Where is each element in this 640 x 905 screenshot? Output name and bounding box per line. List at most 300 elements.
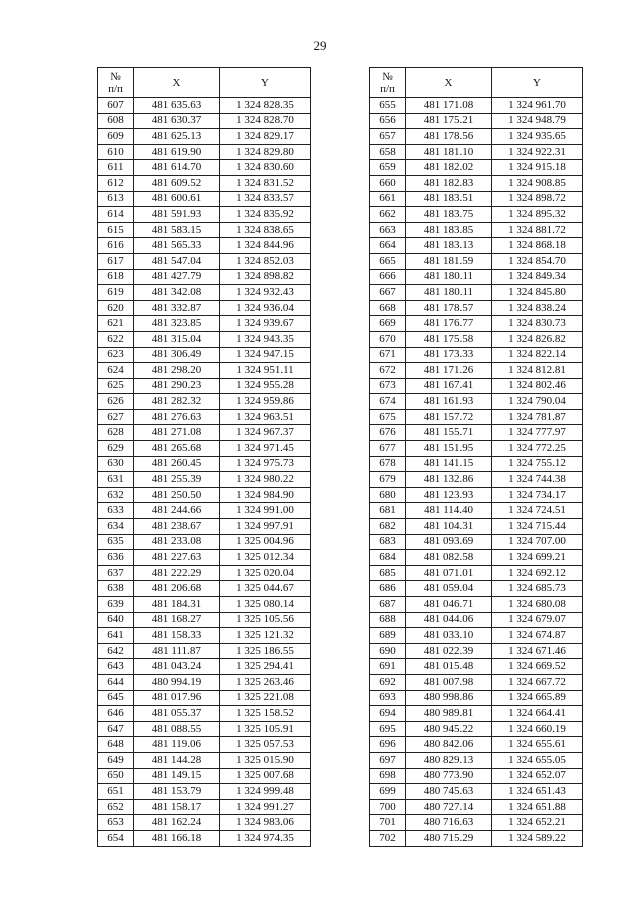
table-row [98, 815, 311, 831]
table-body-right [370, 98, 583, 847]
table-row [98, 441, 311, 457]
number-abbrev: п/п [380, 82, 395, 95]
cell-x: 481 071.01 [406, 565, 492, 581]
table-row [370, 253, 583, 269]
cell-x: 480 989.81 [406, 706, 492, 722]
cell-number: 622 [98, 331, 134, 347]
cell-y: 1 324 667.72 [492, 674, 583, 690]
cell-number: 615 [98, 222, 134, 238]
table-row [370, 612, 583, 628]
cell-number: 680 [370, 487, 406, 503]
cell-y: 1 324 652.21 [492, 815, 583, 831]
cell-x: 481 183.85 [406, 222, 492, 238]
cell-y: 1 325 057.53 [220, 737, 311, 753]
cell-x: 481 144.28 [134, 752, 220, 768]
cell-y: 1 324 589.22 [492, 830, 583, 846]
table-row [370, 222, 583, 238]
cell-number: 657 [370, 129, 406, 145]
table-row [370, 628, 583, 644]
number-sign: № [382, 70, 393, 83]
table-row [98, 347, 311, 363]
cell-y: 1 324 699.21 [492, 550, 583, 566]
cell-number: 699 [370, 784, 406, 800]
cell-x: 481 255.39 [134, 472, 220, 488]
cell-x: 481 171.08 [406, 98, 492, 114]
table-body-left [98, 98, 311, 847]
cell-x: 480 829.13 [406, 752, 492, 768]
cell-y: 1 325 221.08 [220, 690, 311, 706]
cell-number: 648 [98, 737, 134, 753]
cell-number: 668 [370, 300, 406, 316]
table-row [98, 409, 311, 425]
cell-number: 686 [370, 581, 406, 597]
table-row [370, 425, 583, 441]
cell-number: 697 [370, 752, 406, 768]
cell-number: 673 [370, 378, 406, 394]
cell-number: 654 [98, 830, 134, 846]
cell-number: 652 [98, 799, 134, 815]
table-row [370, 830, 583, 846]
cell-y: 1 324 997.91 [220, 519, 311, 535]
cell-x: 481 173.33 [406, 347, 492, 363]
number-sign: № [110, 70, 121, 83]
cell-number: 681 [370, 503, 406, 519]
cell-x: 481 149.15 [134, 768, 220, 784]
cell-x: 481 182.83 [406, 175, 492, 191]
cell-x: 481 175.21 [406, 113, 492, 129]
cell-y: 1 324 692.12 [492, 565, 583, 581]
table-row [370, 238, 583, 254]
cell-y: 1 324 660.19 [492, 721, 583, 737]
table-row [370, 144, 583, 160]
table-row [370, 409, 583, 425]
cell-x: 481 609.52 [134, 175, 220, 191]
table-row [98, 799, 311, 815]
table-header-row [98, 68, 311, 98]
cell-y: 1 324 898.72 [492, 191, 583, 207]
cell-y: 1 324 777.97 [492, 425, 583, 441]
table-row [98, 674, 311, 690]
table-row [98, 98, 311, 114]
table-row [98, 269, 311, 285]
cell-x: 481 183.13 [406, 238, 492, 254]
cell-y: 1 325 263.46 [220, 674, 311, 690]
cell-y: 1 324 939.67 [220, 316, 311, 332]
cell-x: 481 132.86 [406, 472, 492, 488]
table-row [98, 425, 311, 441]
cell-x: 481 059.04 [406, 581, 492, 597]
cell-number: 618 [98, 269, 134, 285]
page-number: 29 [313, 38, 327, 53]
cell-y: 1 324 655.61 [492, 737, 583, 753]
table-row [370, 690, 583, 706]
table-row [370, 799, 583, 815]
table-row [370, 752, 583, 768]
cell-number: 661 [370, 191, 406, 207]
table-row [370, 347, 583, 363]
cell-x: 481 178.57 [406, 300, 492, 316]
cell-x: 480 745.63 [406, 784, 492, 800]
table-row [98, 285, 311, 301]
column-header-y: Y [492, 68, 583, 98]
cell-x: 480 716.63 [406, 815, 492, 831]
table-row [370, 316, 583, 332]
cell-y: 1 324 790.04 [492, 394, 583, 410]
cell-x: 481 427.79 [134, 269, 220, 285]
cell-x: 481 033.10 [406, 628, 492, 644]
number-abbrev: п/п [108, 82, 123, 95]
cell-number: 631 [98, 472, 134, 488]
cell-number: 623 [98, 347, 134, 363]
cell-y: 1 324 724.51 [492, 503, 583, 519]
cell-y: 1 324 984.90 [220, 487, 311, 503]
table-row [98, 706, 311, 722]
table-row [98, 752, 311, 768]
cell-y: 1 324 881.72 [492, 222, 583, 238]
cell-x: 481 157.72 [406, 409, 492, 425]
cell-y: 1 324 845.80 [492, 285, 583, 301]
table-row [370, 815, 583, 831]
cell-y: 1 324 674.87 [492, 628, 583, 644]
cell-y: 1 324 822.14 [492, 347, 583, 363]
cell-number: 667 [370, 285, 406, 301]
cell-number: 634 [98, 519, 134, 535]
cell-x: 481 180.11 [406, 285, 492, 301]
column-header-number [370, 68, 406, 98]
cell-number: 695 [370, 721, 406, 737]
cell-x: 481 167.41 [406, 378, 492, 394]
cell-x: 481 332.87 [134, 300, 220, 316]
table-row [370, 659, 583, 675]
cell-x: 481 180.11 [406, 269, 492, 285]
cell-number: 692 [370, 674, 406, 690]
cell-x: 481 171.26 [406, 363, 492, 379]
cell-y: 1 324 849.34 [492, 269, 583, 285]
cell-x: 481 158.33 [134, 628, 220, 644]
cell-number: 663 [370, 222, 406, 238]
cell-number: 612 [98, 175, 134, 191]
table-row [98, 191, 311, 207]
cell-number: 609 [98, 129, 134, 145]
cell-x: 481 184.31 [134, 597, 220, 613]
cell-number: 674 [370, 394, 406, 410]
cell-number: 658 [370, 144, 406, 160]
table-row [370, 269, 583, 285]
cell-x: 481 265.68 [134, 441, 220, 457]
cell-y: 1 324 655.05 [492, 752, 583, 768]
cell-x: 480 945.22 [406, 721, 492, 737]
cell-x: 480 842.06 [406, 737, 492, 753]
cell-number: 698 [370, 768, 406, 784]
cell-number: 621 [98, 316, 134, 332]
cell-y: 1 324 943.35 [220, 331, 311, 347]
cell-number: 645 [98, 690, 134, 706]
cell-x: 481 260.45 [134, 456, 220, 472]
cell-number: 669 [370, 316, 406, 332]
table-row [370, 441, 583, 457]
cell-x: 481 183.75 [406, 207, 492, 223]
cell-number: 659 [370, 160, 406, 176]
cell-number: 608 [98, 113, 134, 129]
cell-x: 481 276.63 [134, 409, 220, 425]
cell-y: 1 324 669.52 [492, 659, 583, 675]
cell-y: 1 324 679.07 [492, 612, 583, 628]
cell-y: 1 324 802.46 [492, 378, 583, 394]
cell-x: 480 715.29 [406, 830, 492, 846]
table-row [98, 721, 311, 737]
column-header-x: X [134, 68, 220, 98]
cell-y: 1 324 831.52 [220, 175, 311, 191]
cell-x: 481 162.24 [134, 815, 220, 831]
cell-x: 481 055.37 [134, 706, 220, 722]
table-row [370, 737, 583, 753]
table-row [370, 300, 583, 316]
cell-x: 481 183.51 [406, 191, 492, 207]
cell-y: 1 324 895.32 [492, 207, 583, 223]
table-row [370, 597, 583, 613]
cell-y: 1 324 830.73 [492, 316, 583, 332]
cell-y: 1 324 829.17 [220, 129, 311, 145]
cell-x: 481 168.27 [134, 612, 220, 628]
cell-y: 1 324 936.04 [220, 300, 311, 316]
cell-number: 649 [98, 752, 134, 768]
cell-y: 1 324 680.08 [492, 597, 583, 613]
cell-x: 481 547.04 [134, 253, 220, 269]
cell-y: 1 324 685.73 [492, 581, 583, 597]
cell-y: 1 325 007.68 [220, 768, 311, 784]
cell-number: 630 [98, 456, 134, 472]
cell-y: 1 325 105.91 [220, 721, 311, 737]
cell-x: 481 141.15 [406, 456, 492, 472]
cell-y: 1 324 974.35 [220, 830, 311, 846]
cell-x: 481 022.39 [406, 643, 492, 659]
cell-y: 1 324 844.96 [220, 238, 311, 254]
table-row [370, 394, 583, 410]
table-row [370, 768, 583, 784]
cell-number: 614 [98, 207, 134, 223]
cell-y: 1 324 932.43 [220, 285, 311, 301]
cell-number: 685 [370, 565, 406, 581]
cell-y: 1 324 999.48 [220, 784, 311, 800]
cell-y: 1 324 971.45 [220, 441, 311, 457]
table-row [98, 378, 311, 394]
table-row [98, 519, 311, 535]
table-row [98, 472, 311, 488]
cell-y: 1 324 665.89 [492, 690, 583, 706]
cell-number: 679 [370, 472, 406, 488]
cell-y: 1 324 951.11 [220, 363, 311, 379]
cell-x: 481 244.66 [134, 503, 220, 519]
table-row [98, 222, 311, 238]
table-row [98, 113, 311, 129]
cell-x: 481 104.31 [406, 519, 492, 535]
cell-x: 481 635.63 [134, 98, 220, 114]
cell-y: 1 325 158.52 [220, 706, 311, 722]
table-row [370, 534, 583, 550]
cell-x: 481 591.93 [134, 207, 220, 223]
table-row [370, 784, 583, 800]
cell-y: 1 324 838.24 [492, 300, 583, 316]
cell-x: 480 994.19 [134, 674, 220, 690]
cell-y: 1 324 980.22 [220, 472, 311, 488]
cell-y: 1 324 734.17 [492, 487, 583, 503]
table-row [98, 331, 311, 347]
table-row [98, 503, 311, 519]
cell-y: 1 324 868.18 [492, 238, 583, 254]
cell-number: 655 [370, 98, 406, 114]
cell-number: 675 [370, 409, 406, 425]
cell-number: 643 [98, 659, 134, 675]
cell-y: 1 324 975.73 [220, 456, 311, 472]
table-row [370, 175, 583, 191]
cell-y: 1 324 991.27 [220, 799, 311, 815]
table-row [370, 129, 583, 145]
cell-y: 1 324 835.92 [220, 207, 311, 223]
cell-y: 1 324 812.81 [492, 363, 583, 379]
cell-number: 633 [98, 503, 134, 519]
table-row [98, 659, 311, 675]
cell-y: 1 324 671.46 [492, 643, 583, 659]
table-row [370, 550, 583, 566]
table-row [98, 768, 311, 784]
cell-number: 672 [370, 363, 406, 379]
cell-number: 646 [98, 706, 134, 722]
cell-y: 1 325 080.14 [220, 597, 311, 613]
cell-number: 613 [98, 191, 134, 207]
table-row [370, 565, 583, 581]
cell-y: 1 324 961.70 [492, 98, 583, 114]
cell-x: 481 176.77 [406, 316, 492, 332]
cell-x: 481 093.69 [406, 534, 492, 550]
cell-x: 481 181.59 [406, 253, 492, 269]
table-row [370, 472, 583, 488]
cell-number: 666 [370, 269, 406, 285]
cell-x: 481 600.61 [134, 191, 220, 207]
cell-x: 481 158.17 [134, 799, 220, 815]
cell-number: 651 [98, 784, 134, 800]
cell-x: 481 323.85 [134, 316, 220, 332]
cell-number: 671 [370, 347, 406, 363]
cell-number: 662 [370, 207, 406, 223]
table-row [98, 144, 311, 160]
table-row [370, 487, 583, 503]
cell-y: 1 324 652.07 [492, 768, 583, 784]
table-header-row [370, 68, 583, 98]
cell-number: 687 [370, 597, 406, 613]
cell-y: 1 324 651.88 [492, 799, 583, 815]
cell-x: 481 630.37 [134, 113, 220, 129]
cell-y: 1 324 828.35 [220, 98, 311, 114]
cell-number: 639 [98, 597, 134, 613]
cell-y: 1 324 755.12 [492, 456, 583, 472]
cell-y: 1 324 830.60 [220, 160, 311, 176]
cell-number: 641 [98, 628, 134, 644]
cell-x: 481 007.98 [406, 674, 492, 690]
cell-x: 481 271.08 [134, 425, 220, 441]
table-row [370, 721, 583, 737]
cell-number: 701 [370, 815, 406, 831]
cell-y: 1 324 947.15 [220, 347, 311, 363]
cell-x: 481 306.49 [134, 347, 220, 363]
cell-number: 644 [98, 674, 134, 690]
table-row [370, 207, 583, 223]
cell-y: 1 325 012.34 [220, 550, 311, 566]
cell-number: 690 [370, 643, 406, 659]
cell-number: 616 [98, 238, 134, 254]
cell-number: 683 [370, 534, 406, 550]
cell-x: 481 181.10 [406, 144, 492, 160]
table-row [98, 129, 311, 145]
cell-x: 481 151.95 [406, 441, 492, 457]
cell-number: 660 [370, 175, 406, 191]
table-row [98, 175, 311, 191]
cell-y: 1 324 983.06 [220, 815, 311, 831]
table-row [98, 534, 311, 550]
cell-y: 1 324 664.41 [492, 706, 583, 722]
cell-number: 700 [370, 799, 406, 815]
cell-number: 610 [98, 144, 134, 160]
table-row [98, 581, 311, 597]
cell-y: 1 325 044.67 [220, 581, 311, 597]
cell-x: 481 088.55 [134, 721, 220, 737]
cell-x: 481 290.23 [134, 378, 220, 394]
table-row [98, 628, 311, 644]
cell-x: 481 315.04 [134, 331, 220, 347]
cell-y: 1 324 948.79 [492, 113, 583, 129]
cell-number: 620 [98, 300, 134, 316]
cell-y: 1 324 915.18 [492, 160, 583, 176]
cell-y: 1 324 781.87 [492, 409, 583, 425]
cell-x: 481 250.50 [134, 487, 220, 503]
table-row [370, 519, 583, 535]
cell-x: 481 044.06 [406, 612, 492, 628]
cell-x: 480 998.86 [406, 690, 492, 706]
cell-x: 481 238.67 [134, 519, 220, 535]
cell-x: 481 017.96 [134, 690, 220, 706]
cell-y: 1 324 991.00 [220, 503, 311, 519]
cell-y: 1 324 715.44 [492, 519, 583, 535]
table-row [98, 316, 311, 332]
cell-x: 481 119.06 [134, 737, 220, 753]
cell-x: 481 178.56 [406, 129, 492, 145]
cell-number: 638 [98, 581, 134, 597]
cell-number: 676 [370, 425, 406, 441]
table-row [98, 363, 311, 379]
cell-x: 481 153.79 [134, 784, 220, 800]
cell-number: 635 [98, 534, 134, 550]
cell-x: 481 182.02 [406, 160, 492, 176]
cell-x: 481 342.08 [134, 285, 220, 301]
table-row [98, 550, 311, 566]
table-row [370, 456, 583, 472]
cell-number: 682 [370, 519, 406, 535]
cell-number: 693 [370, 690, 406, 706]
cell-x: 481 619.90 [134, 144, 220, 160]
cell-number: 636 [98, 550, 134, 566]
cell-number: 688 [370, 612, 406, 628]
cell-y: 1 324 959.86 [220, 394, 311, 410]
cell-number: 632 [98, 487, 134, 503]
table-row [98, 160, 311, 176]
table-row [370, 191, 583, 207]
cell-number: 626 [98, 394, 134, 410]
cell-y: 1 324 935.65 [492, 129, 583, 145]
cell-y: 1 325 186.55 [220, 643, 311, 659]
cell-number: 665 [370, 253, 406, 269]
column-header-number [98, 68, 134, 98]
cell-number: 689 [370, 628, 406, 644]
cell-y: 1 324 651.43 [492, 784, 583, 800]
